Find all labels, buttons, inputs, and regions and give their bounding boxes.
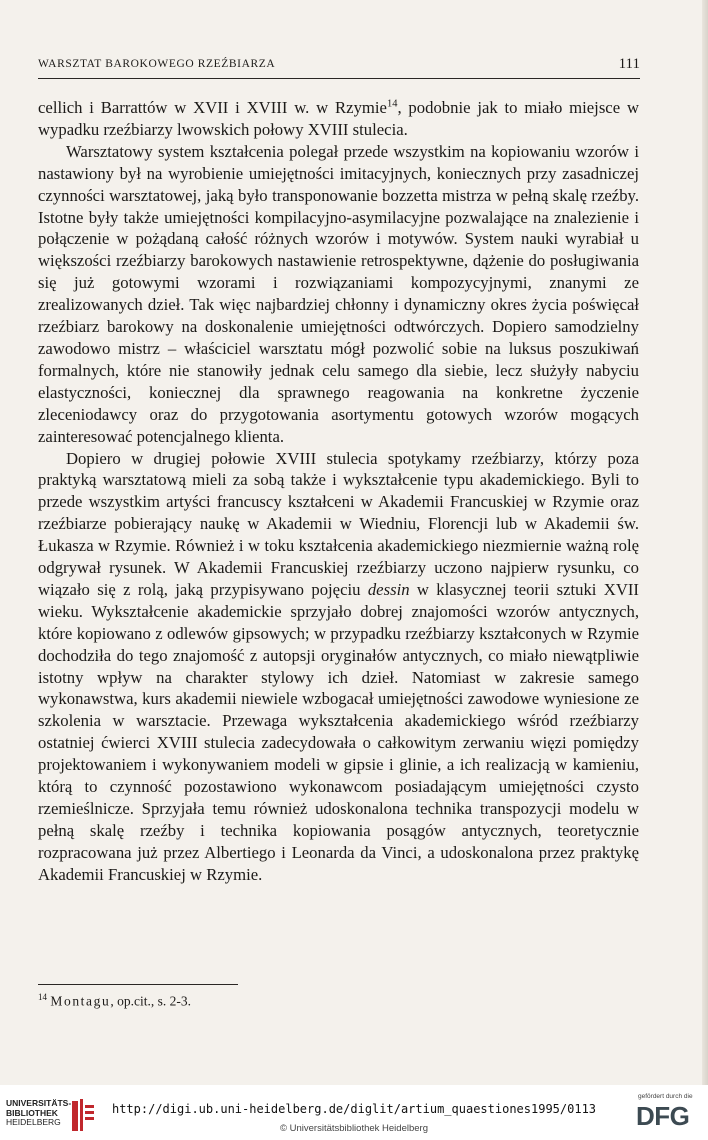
page-number: 111 <box>618 56 640 72</box>
footnote-reference: 14 <box>386 98 398 110</box>
paragraph-3 <box>38 448 639 886</box>
permalink-url[interactable]: http://digi.ub.uni-heidelberg.de/diglit/artium_quaestiones1995/0113 <box>111 1102 597 1116</box>
page-edge <box>702 0 708 1085</box>
italic-term: dessin <box>367 579 410 599</box>
paragraph-1-text: cellich i Barrattów w XVII i XVIII w. w Rzymie <box>38 98 387 117</box>
footnote-rule <box>38 984 238 985</box>
body-text <box>38 97 639 886</box>
footnote <box>38 992 191 1010</box>
running-title: WARSZTAT BAROKOWEGO RZEŹBIARZA <box>38 58 276 70</box>
footnote-citation: , op.cit., s. 2-3. <box>110 993 191 1009</box>
paragraph-3-text-cont: w klasycznej teorii sztuki XVII wieku. Wykształcenie akademickie sprzyjało dobrej znajomości wzorów antycznych, które kopiowano z odlewów gipsowych; w przypadku rzeźbiarzy kształconych w Rzymie dochodziła do tego znajomość z autopsji oryginałów antycznych, co miało niewątpliwie istotny wpływ na charakter stylowy ich dzieł. Natomiast w zakresie samego wykonawstwa, kurs akademii niewiele wzbogacał umiejętności zawodowe wyniesione ze szkolenia w warsztacie. Przewaga wykształcenia akademickiego wśród rzeźbiarzy ostatniej ćwierci XVIII stulecia zadecydowała o całkowitym zerwaniu więzi pomiędzy projektowaniem i wykonywaniem modeli w gipsie i glinie, a ich realizacją w kamieniu, którą to czynność pozostawiono wykonawcom posiadającym umiejętności czysto rzemieślnicze. Sprzyjała temu również udoskonalona technika transpozycji modelu w pełną skalę rzeźby i technika kopiowania posągów antycznych, teoretycznie rozpracowana już przez Albertiego i Leonarda da Vinci, a udoskonalona przez praktykę Akademii Francuskiej w Rzymie. <box>38 579 639 884</box>
funding-caption: gefördert durch die <box>638 1093 693 1100</box>
copyright-notice: © Universitätsbibliothek Heidelberg <box>280 1123 428 1134</box>
library-name-line2: BIBLIOTHEK <box>6 1107 58 1118</box>
paragraph-1-text-cont: , podobnie jak to miało miejsce w wypadku rzeźbiarzy lwowskich połowy XVIII stulecia. <box>38 98 639 139</box>
library-name-line1: UNIVERSITÄTS- <box>6 1098 72 1108</box>
paragraph-3-text: Dopiero w drugiej połowie XVIII stulecia spotykamy rzeźbiarzy, którzy poza praktyką warsztatową mieli za sobą także i wykształcenie typu akademickiego. Byli to przede wszystkim artyści francuscy kształceni w Akademii Francuskiej w Rzymie oraz rzeźbiarze pobierający naukę w Akademii w Wiedniu, Florencji lub w Akademii św. Łukasza w Rzymie. Również i w toku kształcenia akademickiego niezmiernie ważną rolę odgrywał rysunek. W Akademii Francuskiej rzeźbiarzy uczono najpierw rysunku, co wiązało się z rolą, jaką przypisywano pojęciu <box>38 448 639 599</box>
dfg-logo: DFG <box>636 1101 690 1131</box>
library-name-line3: HEIDELBERG <box>6 1117 61 1127</box>
running-head <box>38 56 640 79</box>
digitization-footer <box>0 1085 708 1140</box>
footnote-author: Montagu <box>50 993 111 1009</box>
paragraph-1 <box>38 97 639 141</box>
footnote-marker: 14 <box>38 992 47 1002</box>
paragraph-2: Warsztatowy system kształcenia polegał przede wszystkim na kopiowaniu wzorów i nastawiony był na wyrobienie umiejętności imitacyjnych, koniecznych przy zasadniczej czynności warsztatowej, jaką było transponowanie bozzetta mistrza w pełną skalę rzeźby. Istotne były także umiejętności kompilacyjno-asymilacyjne pozwalające na znalezienie i połączenie w pożądaną całość różnych wzorów i motywów. System nauki wyrabiał u większości rzeźbiarzy barokowych nastawienie retrospektywne, dążenie do posługiwania się już gotowymi wzorami i rozwiązaniami kompozycyjnymi, znanymi ze zrealizowanych dzieł. Tak więc najbardziej chłonny i dynamiczny okres życia poświęcał rzeźbiarz barokowy na doskonalenie umiejętności odtwórczych. Dopiero samodzielny zawodowo mistrz – właściciel warsztatu mógł pozwolić sobie na luksus poszukiwań formalnych, które nie stanowiły jednak celu samego dla siebie, lecz służyły nabyciu elastyczności, koniecznej dla sprawnego reagowania na konkretne życzenie zleceniodawcy oraz do przygotowania asortymentu gotowych wzorów mogących zainteresować potencjalnego klienta. <box>38 141 639 446</box>
